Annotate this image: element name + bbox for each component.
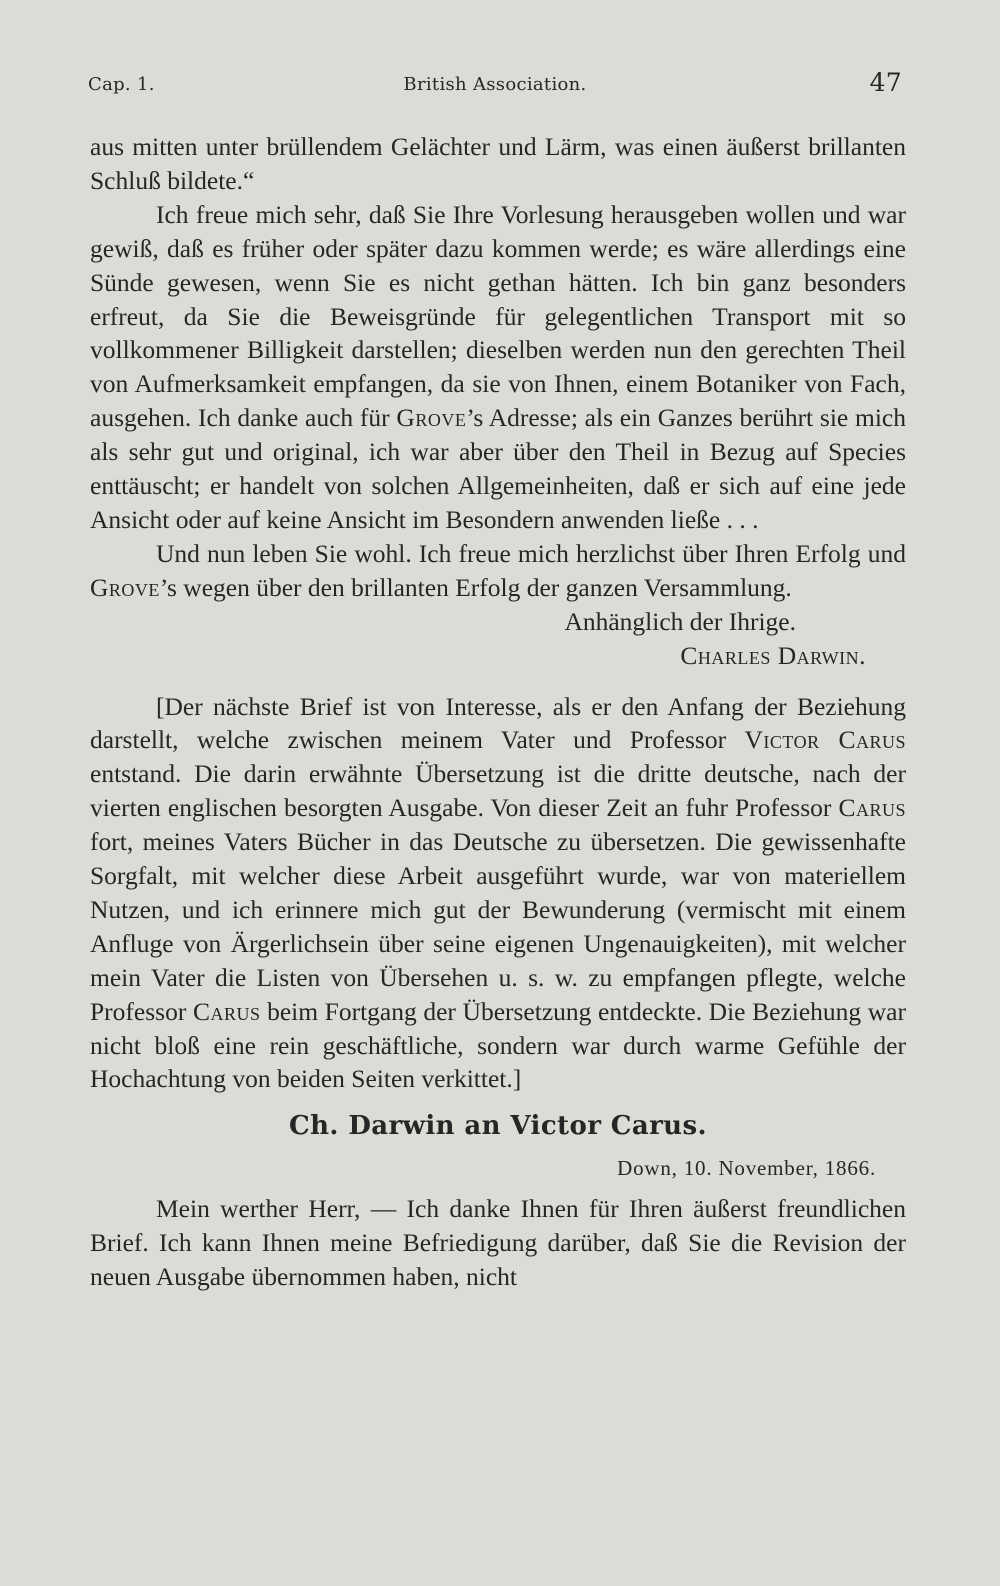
text-span: fort, meines Vaters Bücher in das Deutsche zu übersetzen. Die gewissenhafte Sorgfalt, mit welcher diese Arbeit ausgeführt wurde, war von materiellem Nutzen, und ich erinnere mich gut der Bewunderung (vermischt mit einem Anfluge von Ärgerlichsein über seine eigenen Ungenauigkeiten), mit welcher mein Vater die Listen von Übersehen u. s. w. zu empfangen pflegte, welche Professor: [90, 827, 906, 1026]
text-span: ’s wegen über den brillanten Erfolg der ganzen Versammlung.: [159, 572, 792, 602]
body-text: [90, 130, 906, 1294]
closing-line: Anhänglich der Ihrige.: [564, 606, 796, 636]
letter-dateline: Down, 10. November, 1866.: [617, 1156, 876, 1181]
name-victor-carus: Victor Carus: [744, 725, 906, 755]
letter-heading: Ch. Darwin an Victor Carus.: [289, 1111, 707, 1142]
name-grove: Grove: [90, 572, 160, 602]
running-title: British Association.: [403, 74, 587, 95]
paragraph-lecture: [90, 198, 906, 537]
text-span: aus mitten unter brüllendem Gelächter und Lärm, was einen äußerst brillanten Schluß bildete.“: [90, 132, 906, 195]
text-span: Mein werther Herr, — Ich danke Ihnen für Ihren äußerst freundlichen Brief. Ich kann Ihnen meine Befriedigung darüber, daß Sie die Revision der neuen Ausgabe übernommen haben, nicht: [90, 1194, 906, 1291]
paragraph-editorial-note: [90, 690, 906, 1097]
chapter-label: Cap. 1.: [88, 74, 155, 95]
text-span: entstand. Die darin erwähnte Übersetzung ist die dritte deutsche, nach der vierten englischen besorgten Ausgabe. Von dieser Zeit an fuhr Professor: [90, 759, 906, 823]
text-span: [Der nächste Brief ist von Interesse, als er den Anfang der Beziehung darstellt, welche zwischen meinem Vater und Professor: [90, 691, 906, 755]
page-number: 47: [869, 68, 902, 97]
paragraph-continuation: [90, 130, 906, 198]
name-carus: Carus: [192, 996, 261, 1026]
running-head: [88, 70, 902, 100]
name-grove: Grove: [396, 403, 467, 433]
text-span: ’s Adresse; als ein Ganzes berührt sie mich als sehr gut und original, ich war aber über den Theil in Bezug auf Species enttäuscht; er handelt von solchen Allgemeinheiten, daß er sich auf eine jede Ansicht oder auf keine Ansicht im Besondern anwenden ließe . . .: [90, 403, 906, 534]
spacer: [90, 673, 906, 690]
name-carus: Carus: [838, 793, 906, 823]
text-span: Ich freue mich sehr, daß Sie Ihre Vorlesung herausgeben wollen und war gewiß, daß es früher oder später dazu kommen werde; es wäre allerdings eine Sünde gewesen, wenn Sie es nicht gethan hätten. Ich bin ganz besonders erfreut, da Sie die Beweisgründe für gelegentlichen Transport mit so vollkommener Billigkeit darstellen; dieselben werden nun den gerechten Theil von Aufmerksamkeit empfangen, da sie von Ihnen, einem Botaniker von Fach, ausgehen. Ich danke auch für: [90, 199, 906, 433]
paragraph-letter-opening: [90, 1192, 906, 1294]
paragraph-farewell: [90, 537, 906, 605]
signature: Charles Darwin.: [680, 640, 866, 670]
text-span: Und nun leben Sie wohl. Ich freue mich herzlichst über Ihren Erfolg und: [156, 538, 906, 568]
text-span: beim Fortgang der Übersetzung entdeckte. Die Beziehung war nicht bloß eine rein geschäftliche, sondern war durch warme Gefühle der Hochachtung von beiden Seiten verkittet.]: [90, 996, 906, 1094]
